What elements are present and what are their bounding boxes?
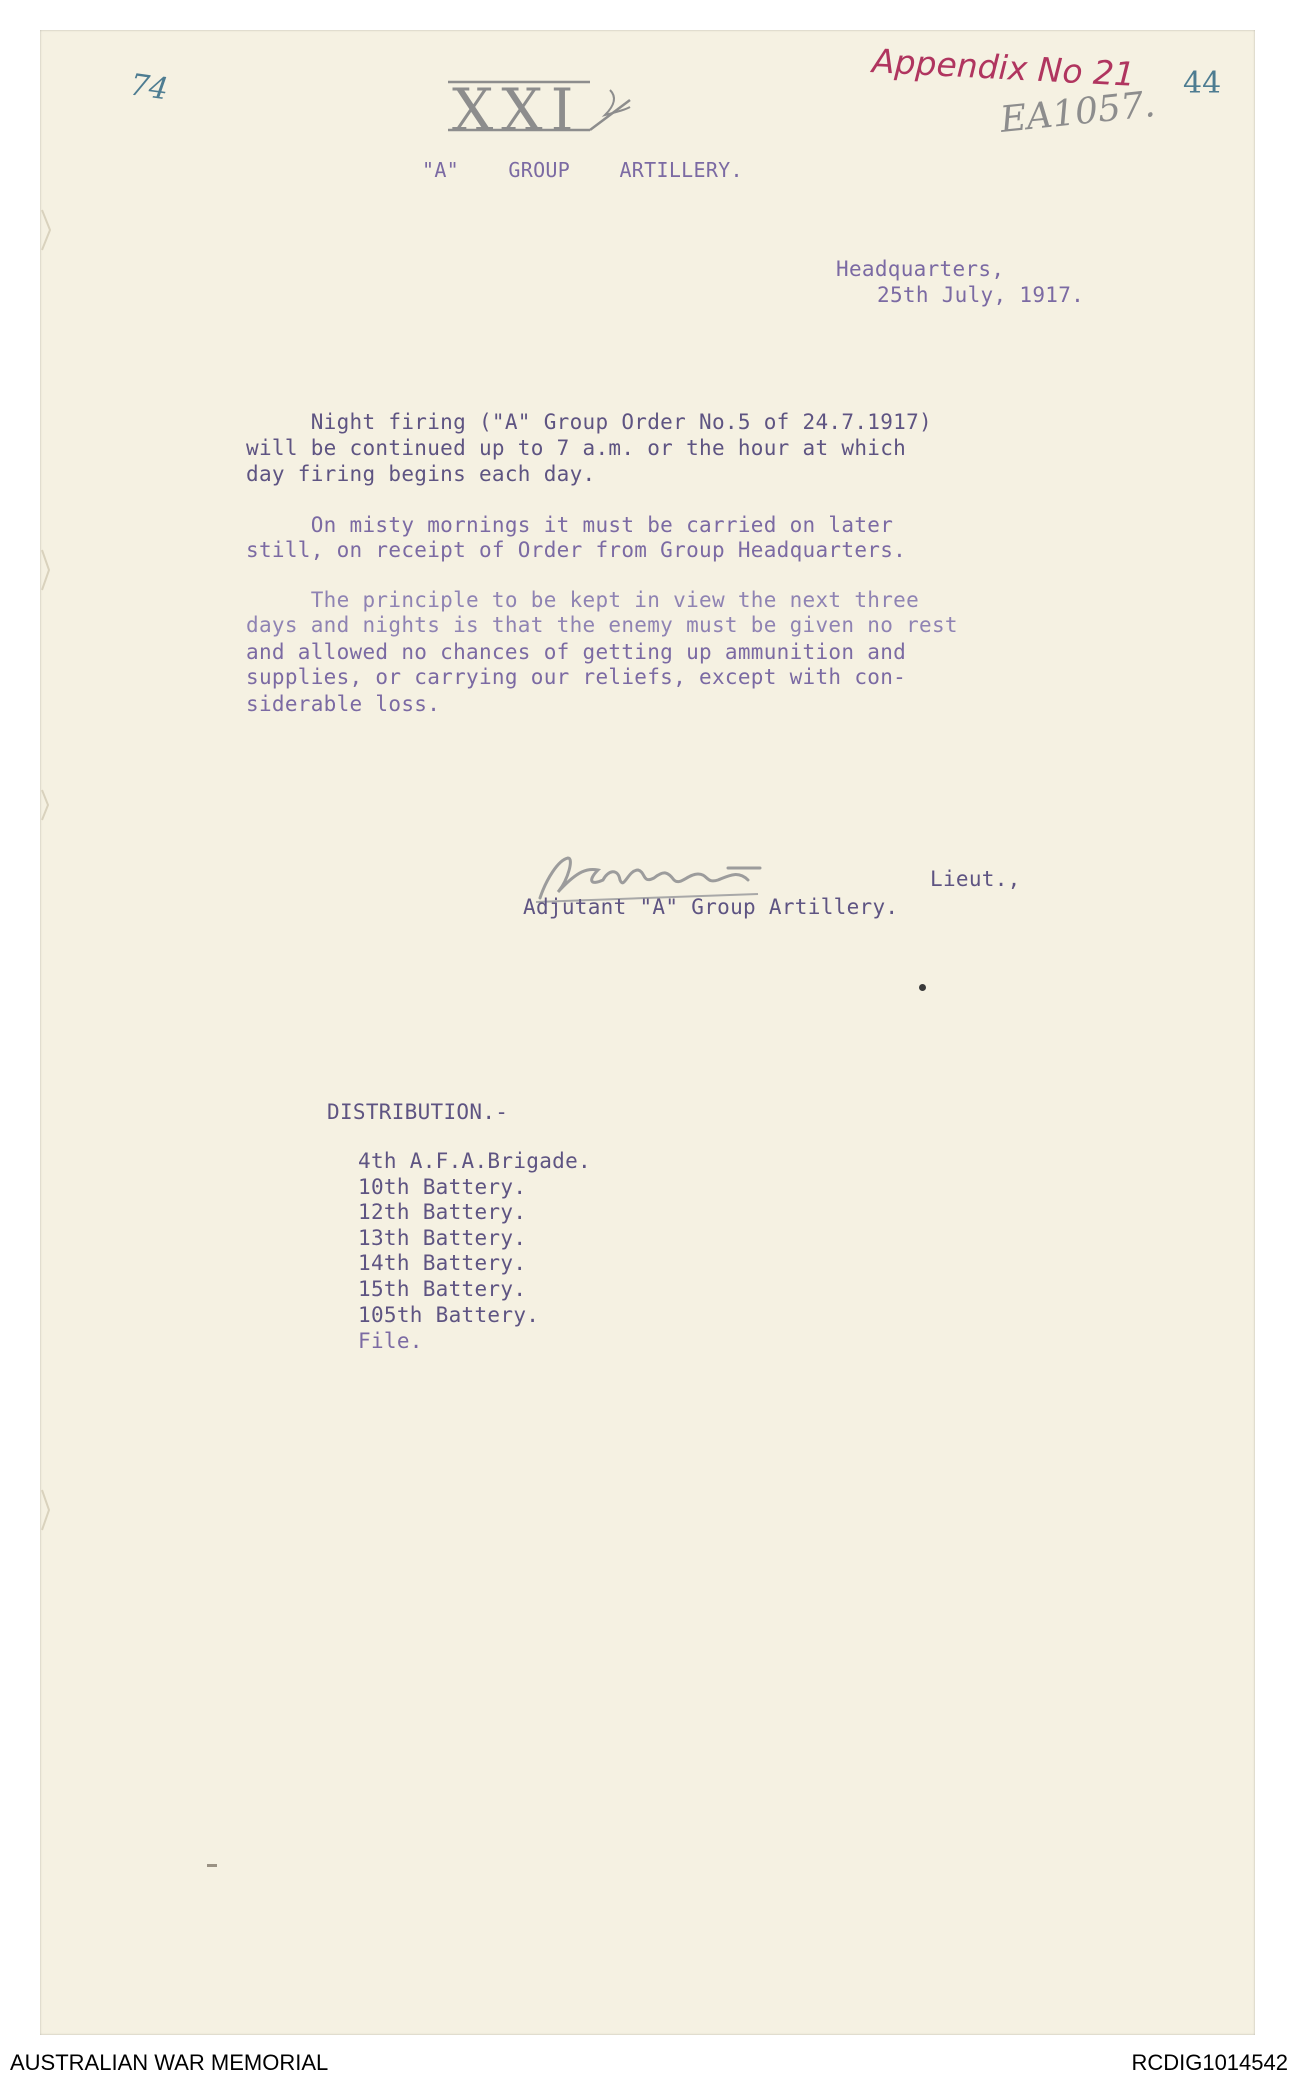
- archive-reference: EA1057.: [998, 83, 1158, 142]
- distribution-item: 4th A.F.A.Brigade.: [358, 1149, 591, 1173]
- distribution-item: 14th Battery.: [358, 1251, 527, 1275]
- signature-role: Adjutant "A" Group Artillery.: [523, 895, 899, 919]
- document-title: "A" GROUP ARTILLERY.: [422, 158, 743, 182]
- body-line: siderable loss.: [246, 692, 441, 716]
- signature-rank: Lieut.,: [930, 867, 1021, 891]
- pencil-mark: [207, 1864, 217, 1867]
- body-line: and allowed no chances of getting up ammunition and: [246, 640, 907, 664]
- distribution-item: 105th Battery.: [358, 1303, 540, 1327]
- distribution-heading: DISTRIBUTION.-: [327, 1100, 509, 1124]
- distribution-item: 15th Battery.: [358, 1277, 527, 1301]
- crossed-numeral: XXI: [440, 70, 640, 150]
- distribution-item: 12th Battery.: [358, 1200, 527, 1224]
- ink-spot: [919, 984, 926, 991]
- page-number-left: 74: [127, 67, 171, 108]
- location-line: Headquarters,: [836, 257, 1005, 281]
- strike-lines: [440, 70, 640, 150]
- appendix-stamp: Appendix No 21: [871, 41, 1137, 94]
- body-line: will be continued up to 7 a.m. or the hour at which: [246, 436, 907, 460]
- distribution-item: File.: [358, 1329, 423, 1353]
- body-line: still, on receipt of Order from Group Headquarters.: [246, 538, 907, 562]
- torn-left-edge: [40, 30, 60, 2035]
- body-line: Night firing ("A" Group Order No.5 of 24.7.1917): [246, 410, 932, 434]
- page-number-right: 44: [1183, 66, 1222, 101]
- distribution-item: 13th Battery.: [358, 1226, 527, 1250]
- document-page: [40, 30, 1255, 2035]
- body-line: day firing begins each day.: [246, 462, 596, 486]
- body-line: The principle to be kept in view the next three: [246, 588, 920, 612]
- footer-catalogue-id: RCDIG1014542: [1131, 2050, 1288, 2075]
- body-line: On misty mornings it must be carried on later: [246, 513, 894, 537]
- date-line: 25th July, 1917.: [877, 283, 1085, 307]
- body-line: supplies, or carrying our reliefs, except with con-: [246, 665, 907, 689]
- footer-institution: AUSTRALIAN WAR MEMORIAL: [10, 2050, 329, 2075]
- body-line: days and nights is that the enemy must be given no rest: [246, 613, 958, 637]
- distribution-item: 10th Battery.: [358, 1175, 527, 1199]
